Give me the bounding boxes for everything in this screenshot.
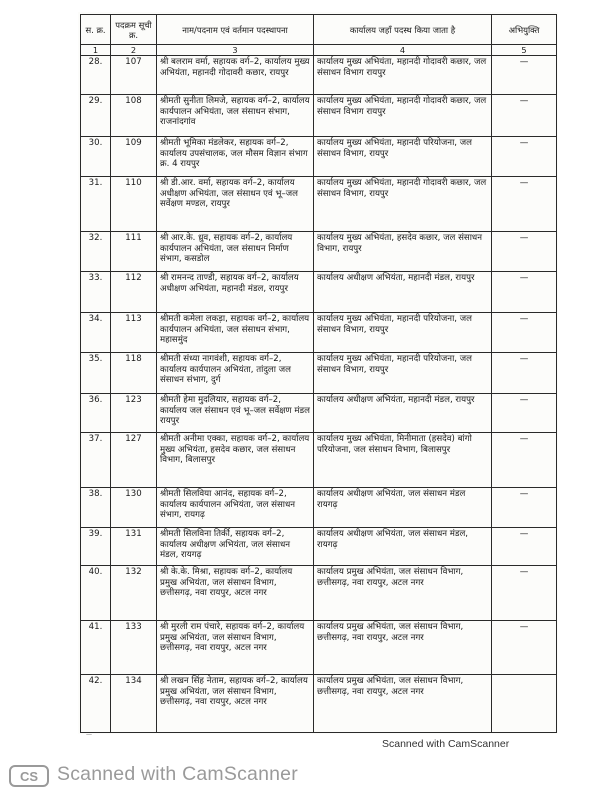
transfer-table [80, 14, 557, 733]
table-row [81, 56, 557, 95]
footer-stub: — [86, 731, 92, 738]
row-remark: — [492, 621, 557, 675]
row-remark: — [492, 272, 557, 313]
table-row [81, 675, 557, 733]
row-serial-number: 37. [81, 433, 111, 488]
row-serial-number: 30. [81, 137, 111, 177]
row-serial-number: 42. [81, 675, 111, 733]
row-name-designation: श्री मुरली राम पंचारे, सहायक वर्ग–2, कार्यालय प्रमुख अभियंता, जल संसाधन विभाग, छत्तीसगढ़, नवा रायपुर, अटल नगर [157, 621, 314, 675]
row-posting-office: कार्यालय प्रमुख अभियंता, जल संसाधन विभाग, छत्तीसगढ़, नवा रायपुर, अटल नगर [314, 621, 492, 675]
row-seniority-number: 123 [111, 394, 157, 433]
camscanner-logo-text: CS [19, 769, 39, 784]
row-posting-office: कार्यालय मुख्य अभियंता, मिनीमाता (हसदेव) बांगो परियोजना, जल संसाधन विभाग, बिलासपुर [314, 433, 492, 488]
table-row [81, 232, 557, 272]
row-seniority-number: 111 [111, 232, 157, 272]
row-name-designation: श्रीमती सिलविया आनंद, सहायक वर्ग–2, कार्यालय कार्यपालन अभियंता, जल संसाधन संभाग, रायगढ़ [157, 488, 314, 528]
row-remark: — [492, 394, 557, 433]
row-name-designation: श्रीमती अनीमा एक्का, सहायक वर्ग–2, कार्यालय मुख्य अभियंता, हसदेव कछार, जल संसाधन विभाग, बिलासपुर [157, 433, 314, 488]
row-posting-office: कार्यालय प्रमुख अभियंता, जल संसाधन विभाग, छत्तीसगढ़, नवा रायपुर, अटल नगर [314, 675, 492, 733]
row-serial-number: 36. [81, 394, 111, 433]
col-number: 4 [314, 45, 492, 56]
row-remark: — [492, 137, 557, 177]
row-name-designation: श्रीमती संध्या नागवंशी, सहायक वर्ग–2, कार्यालय कार्यपालन अभियंता, तांदुला जल संसाधन संभाग, दुर्ग [157, 353, 314, 394]
camscanner-watermark: Scanned with CamScanner [57, 763, 298, 785]
row-seniority-number: 108 [111, 95, 157, 137]
row-remark: — [492, 177, 557, 232]
row-posting-office: कार्यालय अधीक्षण अभियंता, जल संसाधन मंडल रायगढ़ [314, 488, 492, 528]
table-row [81, 272, 557, 313]
row-remark: — [492, 488, 557, 528]
row-name-designation: श्रीमती हेमा मुदलियार, सहायक वर्ग–2, कार्यालय जल संसाधन एवं भू–जल सर्वेक्षण मंडल रायपुर [157, 394, 314, 433]
row-name-designation: श्री रामनन्द ताण्डी, सहायक वर्ग–2, कार्यालय अधीक्षण अभियंता, महानदी मंडल, रायपुर [157, 272, 314, 313]
row-posting-office: कार्यालय मुख्य अभियंता, महानदी परियोजना, जल संसाधन विभाग, रायपुर [314, 137, 492, 177]
row-serial-number: 32. [81, 232, 111, 272]
row-posting-office: कार्यालय प्रमुख अभियंता, जल संसाधन विभाग, छत्तीसगढ़, नवा रायपुर, अटल नगर [314, 566, 492, 621]
col-number: 5 [492, 45, 557, 56]
row-posting-office: कार्यालय मुख्य अभियंता, महानदी गोदावरी कछार, जल संसाधन विभाग रायपुर [314, 95, 492, 137]
row-name-designation: श्री बलराम वर्मा, सहायक वर्ग–2, कार्यालय मुख्य अभियंता, महानदी गोदावरी कछार, रायपुर [157, 56, 314, 95]
row-posting-office: कार्यालय मुख्य अभियंता, महानदी परियोजना, जल संसाधन विभाग, रायपुर [314, 353, 492, 394]
row-remark: — [492, 313, 557, 353]
row-name-designation: श्री आर.के. ध्रुव, सहायक वर्ग–2, कार्यालय कार्यपालन अभियंता, जल संसाधन निर्माण संभाग, कसडोल [157, 232, 314, 272]
row-serial-number: 28. [81, 56, 111, 95]
table-row [81, 621, 557, 675]
row-name-designation: श्री के.के. मिश्रा, सहायक वर्ग–2, कार्यालय प्रमुख अभियंता, जल संसाधन विभाग, छत्तीसगढ़, नवा रायपुर, अटल नगर [157, 566, 314, 621]
table-row [81, 394, 557, 433]
row-seniority-number: 130 [111, 488, 157, 528]
camscanner-logo-icon [9, 765, 49, 787]
row-remark: — [492, 95, 557, 137]
row-remark [492, 675, 557, 733]
row-seniority-number: 131 [111, 528, 157, 566]
col-header-name: नाम/पदनाम एवं वर्तमान पदस्थापना [157, 15, 314, 45]
row-remark: — [492, 433, 557, 488]
row-serial-number: 31. [81, 177, 111, 232]
row-posting-office: कार्यालय मुख्य अभियंता, महानदी गोदावरी कछार, जल संसाधन विभाग, रायपुर [314, 177, 492, 232]
col-number: 1 [81, 45, 111, 56]
row-posting-office: कार्यालय अधीक्षण अभियंता, महानदी मंडल, रायपुर [314, 394, 492, 433]
row-remark: — [492, 566, 557, 621]
col-header-office: कार्यालय जहाँ पदस्थ किया जाता है [314, 15, 492, 45]
col-header-serial: स. क्र. [81, 15, 111, 45]
row-seniority-number: 133 [111, 621, 157, 675]
table-row [81, 313, 557, 353]
table-body [81, 56, 557, 733]
row-seniority-number: 113 [111, 313, 157, 353]
row-serial-number: 33. [81, 272, 111, 313]
scanned-caption: Scanned with CamScanner [382, 738, 510, 750]
table-row [81, 95, 557, 137]
row-seniority-number: 132 [111, 566, 157, 621]
row-remark: — [492, 56, 557, 95]
row-posting-office: कार्यालय मुख्य अभियंता, महानदी गोदावरी कछार, जल संसाधन विभाग रायपुर [314, 56, 492, 95]
col-header-seniority: पदक्रम सूची क्र. [111, 15, 157, 45]
row-posting-office: कार्यालय मुख्य अभियंता, महानदी परियोजना, जल संसाधन विभाग, रायपुर [314, 313, 492, 353]
row-serial-number: 35. [81, 353, 111, 394]
row-seniority-number: 109 [111, 137, 157, 177]
col-header-remarks: अभियुक्ति [492, 15, 557, 45]
row-serial-number: 41. [81, 621, 111, 675]
row-remark: — [492, 353, 557, 394]
row-serial-number: 39. [81, 528, 111, 566]
table-row [81, 177, 557, 232]
row-posting-office: कार्यालय अधीक्षण अभियंता, महानदी मंडल, रायपुर [314, 272, 492, 313]
row-seniority-number: 112 [111, 272, 157, 313]
row-seniority-number: 127 [111, 433, 157, 488]
table-row [81, 137, 557, 177]
row-serial-number: 40. [81, 566, 111, 621]
table-row [81, 488, 557, 528]
row-serial-number: 29. [81, 95, 111, 137]
row-remark: — [492, 528, 557, 566]
col-number: 2 [111, 45, 157, 56]
row-name-designation: श्रीमती सिलविना तिर्की, सहायक वर्ग–2, कार्यालय अधीक्षण अभियंता, जल संसाधन मंडल, रायगढ़ [157, 528, 314, 566]
row-name-designation: श्रीमती सुनीता लिमजे, सहायक वर्ग–2, कार्यालय कार्यपालन अभियंता, जल संसाधन संभाग, राजनांदगांव [157, 95, 314, 137]
row-seniority-number: 107 [111, 56, 157, 95]
row-seniority-number: 134 [111, 675, 157, 733]
header-row [81, 15, 557, 45]
row-name-designation: श्रीमती कमेला लकड़ा, सहायक वर्ग–2, कार्यालय कार्यपालन अभियंता, जल संसाधन संभाग, महासमुंद [157, 313, 314, 353]
col-number: 3 [157, 45, 314, 56]
row-name-designation: श्रीमती भूमिका मंडलेकर, सहायक वर्ग–2, कार्यालय उपसंचालक, जल मौसम विज्ञान संभाग क्र. 4 रायपुर [157, 137, 314, 177]
table-row [81, 528, 557, 566]
row-serial-number: 38. [81, 488, 111, 528]
table-row [81, 353, 557, 394]
row-seniority-number: 110 [111, 177, 157, 232]
row-serial-number: 34. [81, 313, 111, 353]
row-posting-office: कार्यालय अधीक्षण अभियंता, जल संसाधन मंडल, रायगढ़ [314, 528, 492, 566]
row-name-designation: श्री लखन सिंह नेताम, सहायक वर्ग–2, कार्यालय प्रमुख अभियंता, जल संसाधन विभाग, छत्तीसगढ़, नवा रायपुर, अटल नगर [157, 675, 314, 733]
row-posting-office: कार्यालय मुख्य अभियंता, हसदेव कछार, जल संसाधन विभाग, रायपुर [314, 232, 492, 272]
row-name-designation: श्री डी.आर. वर्मा, सहायक वर्ग–2, कार्यालय अधीक्षण अभियंता, जल संसाधन एवं भू–जल सर्वेक्षण मण्डल, रायपुर [157, 177, 314, 232]
table-row [81, 433, 557, 488]
row-seniority-number: 118 [111, 353, 157, 394]
column-number-row [81, 45, 557, 56]
table-row [81, 566, 557, 621]
row-remark: — [492, 232, 557, 272]
